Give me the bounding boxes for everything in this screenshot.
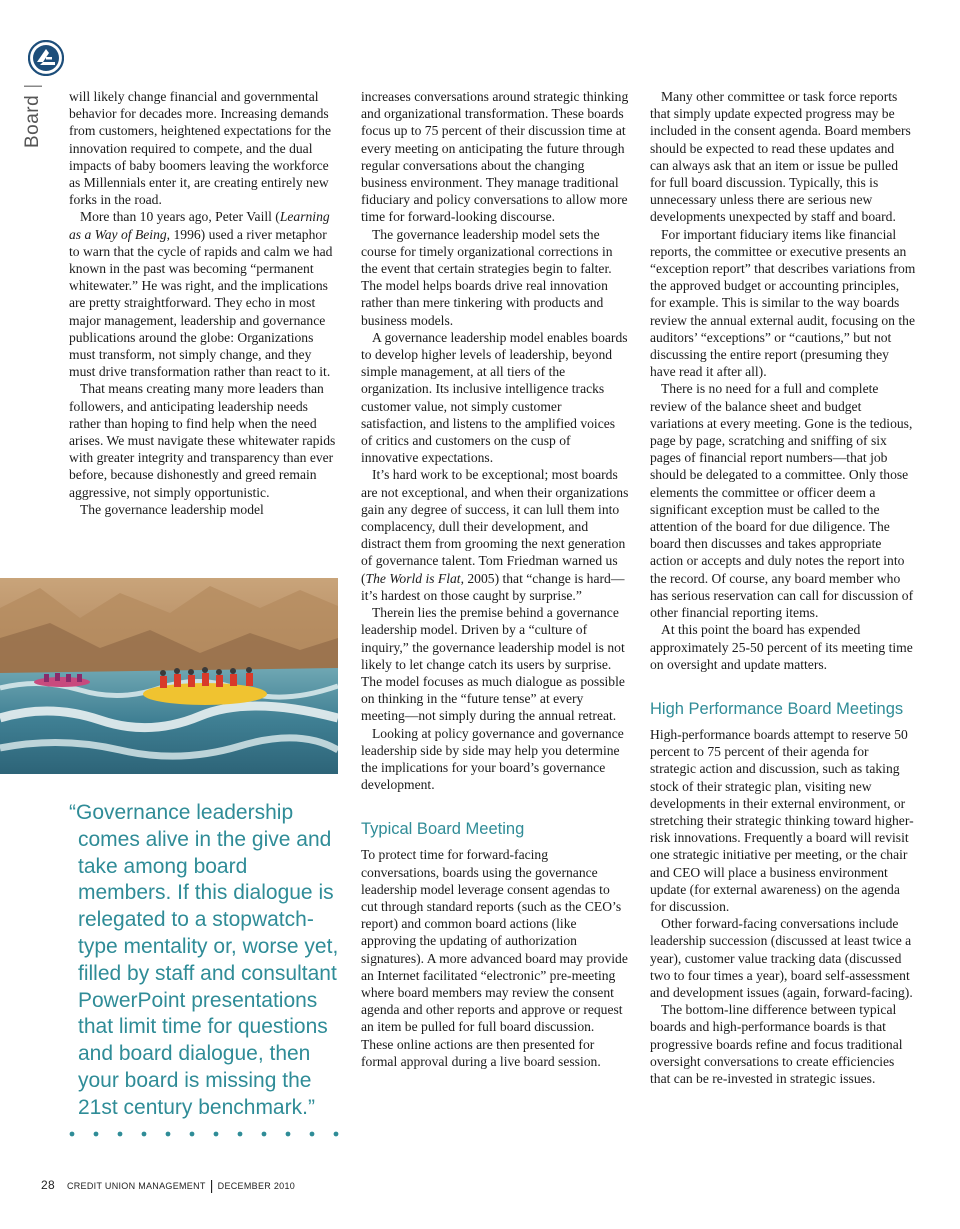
pull-quote-text: “Governance leadership comes alive in the give and take among board members. If this dialogue is relegated to a stopwatch-type mentality or, worse yet, filled by staff and consultant PowerPoint presentations that limit time for questions and board dialogue, then your board is missing the 21st century benchmark.” — [69, 801, 339, 1119]
article-column-2 — [361, 88, 629, 1070]
book-title: The World is Flat — [365, 570, 461, 586]
text-run: , 1996) used a river metaphor to warn that the cycle of rapids and calm we had known in the past was becoming “permanent whitewater.” He was right, and the implications are pretty straightforward. They echo in most major management, leadership and governance publications around the globe: Organizations must transform, not simply change, and they must drive transformation rather than react to it. — [69, 226, 333, 380]
text-run: It’s hard work to be exceptional; most boards are not exceptional, and when their organizations gain any degree of success, it can lull them into complacency, dull their development, and distract them from grooming the next generation of governance talent. Tom Friedman warned us ( — [361, 467, 629, 586]
page-number: 28 — [41, 1178, 55, 1192]
paragraph: The bottom-line difference between typical boards and high-performance boards is that progressive boards refine and focus traditional oversight conversations to create efficiencies that can be re-invested in strategic issues. — [650, 1002, 903, 1086]
paragraph: increases conversations around strategic thinking and organizational transformation. These boards focus up to 75 percent of their discussion time at every meeting on anticipating the future through regular conversations about the changing business environment. They manage traditional fiduciary and policy conversations to allow more time for forward-looking discourse. — [361, 89, 629, 225]
article-column-1 — [69, 88, 340, 518]
paragraph: Looking at policy governance and governance leadership side by side may help you determine the implications for your board’s governance development. — [361, 725, 624, 793]
footer-divider: | — [209, 1177, 214, 1193]
book-title: Learning as a Way of Being — [69, 209, 330, 242]
paragraph: To protect time for forward-facing conversations, boards using the governance leadership model leverage consent agendas to cut through standard reports (such as the CEO’s report) and common board actions (like approving the updating of authorization signatures). A more advanced board may provide an Internet facilitated “electronic” pre-meeting where board members may review the consent agenda and other reports and approve or request an item be pulled for full board discussion. These online actions are then presented for formal approval during a live board session. — [361, 847, 628, 1069]
section-heading-typical-board-meeting: Typical Board Meeting — [361, 820, 525, 839]
section-label — [22, 83, 44, 148]
section-label-text: Board — [22, 94, 43, 148]
paragraph: That means creating many more leaders than followers, and anticipating leadership needs rather than hoping to find help when the need arises. We must navigate these whitewater rapids with greater integrity and transparency than ever before, because dishonestly and greed remain aggressive, not simply opportunistic. — [69, 381, 336, 500]
paragraph: At this point the board has expended approximately 25-50 percent of its meeting time on oversight and update matters. — [650, 622, 913, 672]
paragraph — [361, 466, 629, 604]
paragraph: Therein lies the premise behind a governance leadership model. Driven by a “culture of inquiry,” the governance leadership model is not likely to let change catch its users by surprise. The model focuses as much dialogue as possible on thinking in the “future tense” at every meeting—not simply during the annual retreat. — [361, 605, 625, 724]
rafting-photo — [0, 578, 338, 774]
paragraph: High-performance boards attempt to reserve 50 percent to 75 percent of their agenda for strategic action and discussion, such as taking stock of their strategic plan, visiting new developments in their external environment, or stretching their strategic thinking toward higher-risk innovations. Frequently a board will revisit one strategic initiative per meeting, or the chair and CEO will place a business environment update (for external awareness) on the agenda for discussion. — [650, 726, 914, 914]
dotted-rule — [68, 1127, 342, 1141]
paragraph: There is no need for a full and complete review of the balance sheet and budget variations at every meeting. Gone is the tedious, page by page, scratching and sniffing of six pages of financial report numbers—that job should be delegated to a committee. Only those elements the committee or officer deem a significant exception must be called to the attention of the board for due diligence. The board then discusses and takes appropriate action or accepts and duly notes the report into the record. Of course, any board member who has serious reservation can call for discussion of other financial reporting items. — [650, 381, 914, 621]
section-heading-high-performance-board-meetings: High Performance Board Meetings — [650, 699, 904, 718]
paragraph: A governance leadership model enables boards to develop higher levels of leadership, beyond simple management, at all tiers of the organization. Its inclusive intelligence tracks customer value, not simply customer satisfaction, and listens to the amplified voices of critics and customers on the cusp of innovative expectations. — [361, 329, 628, 466]
text-run: , 2005) that “change is hard—it’s hardest on those caught by surprise.” — [361, 570, 625, 603]
paragraph: Other forward-facing conversations include leadership succession (discussed at least twice a year), customer value tracking data (discussed two to four times a year), board self-assessment and development issues (again, forward-facing). — [650, 916, 913, 1000]
paragraph: For important fiduciary items like financial reports, the committee or executive presents an “exception report” that describes variations from the approved budget or accounting principles, for example. This is similar to the way boards review the annual external audit, focusing on the auditors’ “exceptions” or “cautions,” but not discussing the entire report (presuming they have read it after all). — [650, 226, 916, 380]
paragraph: will likely change financial and governmental behavior for decades more. Increasing demands from customers, heightened expectations for the innovation required to compete, and the dual impacts of baby boomers leaving the workforce as Millennials enter it, are creating entirely new forks in the road. — [69, 89, 331, 208]
publication-logo-icon — [28, 40, 64, 76]
section-label-divider: | — [22, 83, 43, 89]
paragraph: The governance leadership model sets the course for timely organizational corrections in the event that certain strategies begin to falter. The model helps boards drive real innovation rather than mere tinkering with products and business models. — [361, 226, 613, 328]
paragraph: The governance leadership model — [80, 501, 264, 517]
page-footer — [41, 1177, 295, 1193]
article-column-3 — [650, 88, 916, 1087]
text-run: More than 10 years ago, Peter Vaill ( — [80, 209, 280, 225]
pull-quote — [66, 800, 346, 1122]
paragraph — [69, 208, 340, 380]
publication-name: CREDIT UNION MANAGEMENT — [66, 1181, 206, 1191]
paragraph: Many other committee or task force reports that simply update expected progress may be included in the consent agenda. Board members should be expected to read these updates and can always ask that an item or issue be pulled for full board discussion. Typically, this is unnecessary unless there are serious new developments unexpected by staff and board. — [650, 89, 911, 225]
issue-date: DECEMBER 2010 — [217, 1181, 296, 1191]
